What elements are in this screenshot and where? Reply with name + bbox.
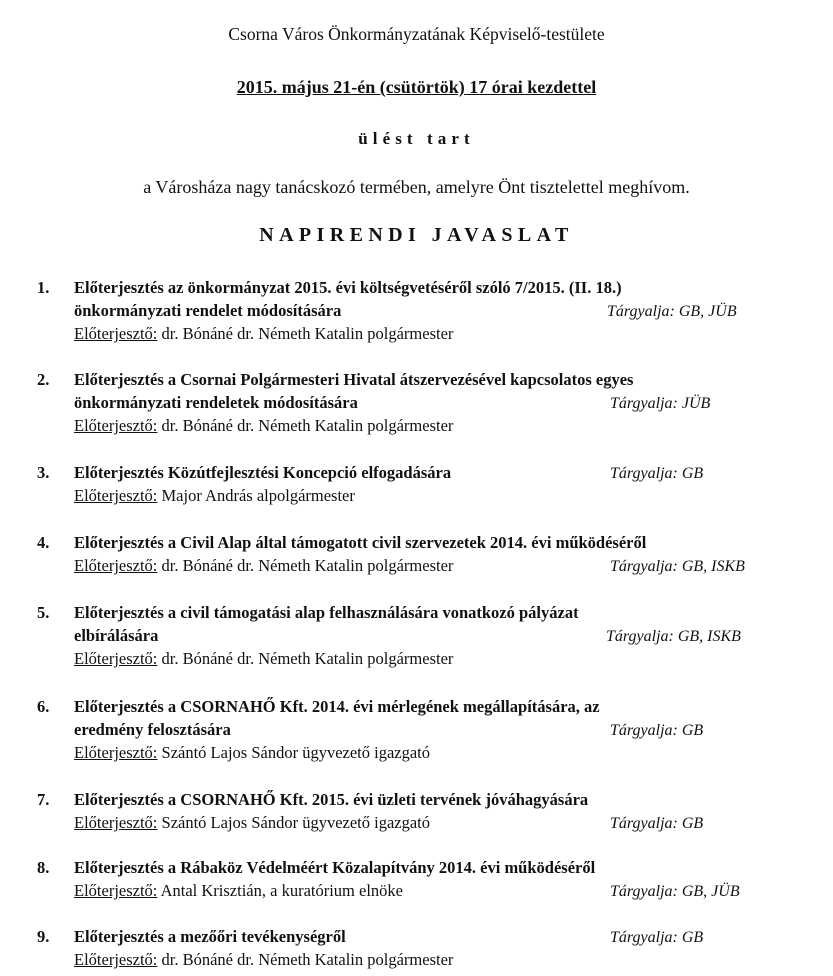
presenter-label: Előterjesztő: (74, 950, 158, 969)
item-title-line-1: Előterjesztés a Civil Alap által támogatott civil szervezetek 2014. évi működéséről (74, 533, 647, 552)
presenter-name: dr. Bónáné dr. Németh Katalin polgármester (161, 556, 454, 575)
presenter-name: Major András alpolgármester (161, 486, 355, 505)
agenda-heading: NAPIRENDI JAVASLAT (259, 224, 574, 246)
item-title-line-2: eredmény felosztására (74, 720, 231, 739)
item-title-line-2: elbírálására (74, 626, 159, 645)
meeting-date: 2015. május 21-én (csütörtök) 17 órai kezdettel (236, 77, 597, 97)
presenter-name: dr. Bónáné dr. Németh Katalin polgármester (161, 324, 454, 343)
presenter-line (74, 948, 453, 971)
committee-label: Tárgyalja: JÜB (610, 395, 711, 412)
presenter-label: Előterjesztő: (74, 486, 158, 505)
presenter-label: Előterjesztő: (74, 813, 158, 832)
item-number: 2. (37, 370, 50, 389)
presenter-line (74, 322, 453, 345)
item-number: 8. (37, 858, 50, 877)
presenter-label: Előterjesztő: (74, 881, 158, 900)
meeting-place: a Városháza nagy tanácskozó termében, amelyre Önt tisztelettel meghívom. (143, 177, 690, 197)
item-number: 9. (37, 927, 50, 946)
presenter-line (74, 484, 355, 507)
presenter-line (74, 414, 453, 437)
item-title-line-1: Előterjesztés a mezőőri tevékenységről (74, 927, 346, 946)
presenter-name: Szántó Lajos Sándor ügyvezető igazgató (161, 813, 431, 832)
presenter-name: dr. Bónáné dr. Németh Katalin polgármester (161, 416, 454, 435)
item-title-line-1: Előterjesztés a Csornai Polgármesteri Hivatal átszervezésével kapcsolatos egyes (74, 370, 634, 389)
presenter-line (74, 879, 403, 902)
presenter-label: Előterjesztő: (74, 324, 158, 343)
presenter-name: dr. Bónáné dr. Németh Katalin polgármester (161, 950, 454, 969)
item-title-line-1: Előterjesztés az önkormányzat 2015. évi költségvetéséről szóló 7/2015. (II. 18.) (74, 278, 622, 297)
item-number: 5. (37, 603, 50, 622)
presenter-label: Előterjesztő: (74, 416, 158, 435)
committee-label: Tárgyalja: GB, JÜB (610, 883, 740, 900)
meeting-statement: ülést tart (358, 129, 475, 148)
item-number: 7. (37, 790, 50, 809)
presenter-line (74, 554, 453, 577)
committee-label: Tárgyalja: GB, ISKB (610, 558, 745, 575)
committee-label: Tárgyalja: GB (610, 815, 704, 832)
committee-label: Tárgyalja: GB (610, 929, 704, 946)
presenter-line (74, 741, 430, 764)
presenter-label: Előterjesztő: (74, 649, 158, 668)
committee-label: Tárgyalja: GB, ISKB (606, 628, 741, 645)
presenter-label: Előterjesztő: (74, 743, 158, 762)
council-title: Csorna Város Önkormányzatának Képviselő-testülete (228, 24, 605, 44)
presenter-label: Előterjesztő: (74, 556, 158, 575)
committee-label: Tárgyalja: GB (610, 722, 704, 739)
item-title-line-1: Előterjesztés a civil támogatási alap felhasználására vonatkozó pályázat (74, 603, 579, 622)
item-title-line-1: Előterjesztés Közútfejlesztési Koncepció elfogadására (74, 463, 452, 482)
item-title-line-1: Előterjesztés a Rábaköz Védelméért Közalapítvány 2014. évi működéséről (74, 858, 596, 877)
item-title-line-2: önkormányzati rendeletek módosítására (74, 393, 358, 412)
item-number: 3. (37, 463, 50, 482)
presenter-name: dr. Bónáné dr. Németh Katalin polgármester (161, 649, 454, 668)
presenter-name: Antal Krisztián, a kuratórium elnöke (160, 881, 403, 900)
item-title-line-1: Előterjesztés a CSORNAHŐ Kft. 2014. évi mérlegének megállapítására, az (74, 697, 600, 716)
committee-label: Tárgyalja: GB, JÜB (607, 303, 737, 320)
presenter-line (74, 647, 453, 670)
item-number: 4. (37, 533, 50, 552)
presenter-line (74, 811, 430, 834)
item-title-line-1: Előterjesztés a CSORNAHŐ Kft. 2015. évi üzleti tervének jóváhagyására (74, 790, 589, 809)
item-number: 1. (37, 278, 50, 297)
item-number: 6. (37, 697, 50, 716)
committee-label: Tárgyalja: GB (610, 465, 704, 482)
presenter-name: Szántó Lajos Sándor ügyvezető igazgató (161, 743, 431, 762)
item-title-line-2: önkormányzati rendelet módosítására (74, 301, 342, 320)
